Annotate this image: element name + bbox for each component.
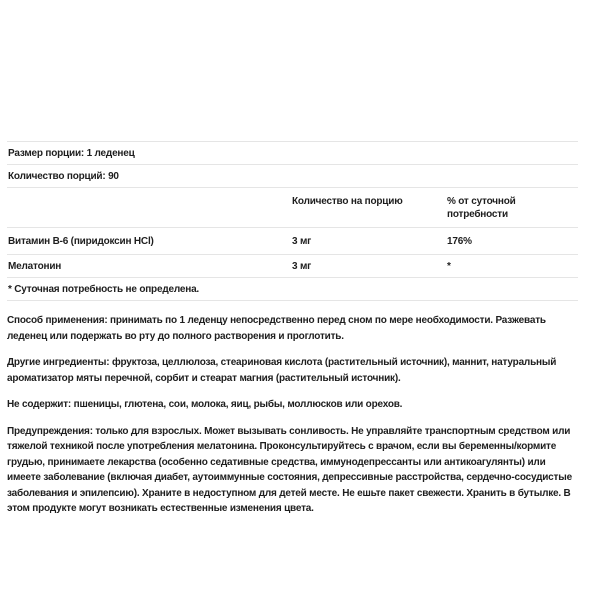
serving-size-row xyxy=(7,142,578,165)
nutrient-row-melatonin xyxy=(7,255,578,278)
allergen-free-paragraph: Не содержит: пшеницы, глютена, сои, молока, яиц, рыбы, моллюсков или орехов. xyxy=(7,399,403,410)
daily-value-footnote-row xyxy=(7,278,578,301)
nutrient-name: Витамин B-6 (пиридоксин HCl) xyxy=(8,236,154,247)
column-header-amount: Количество на порцию xyxy=(292,196,403,207)
nutrient-amount: 3 мг xyxy=(292,236,312,247)
nutrient-name: Мелатонин xyxy=(8,261,62,272)
nutrient-daily-value: 176% xyxy=(447,236,472,247)
column-header-daily-value: % от суточной потребности xyxy=(447,196,516,220)
supplement-facts-panel xyxy=(7,141,578,517)
facts-table xyxy=(7,141,578,301)
table-header-row xyxy=(7,188,578,228)
nutrient-daily-value: * xyxy=(447,261,451,272)
nutrient-amount: 3 мг xyxy=(292,261,312,272)
servings-count-text: Количество порций: 90 xyxy=(8,171,119,182)
nutrient-row-vitamin-b6 xyxy=(7,228,578,255)
other-ingredients-paragraph: Другие ингредиенты: фруктоза, целлюлоза, стеариновая кислота (растительный источник), маннит, натуральный ароматизатор мяты перечной, сорбит и стеарат магния (растительный источник). xyxy=(7,357,557,384)
daily-value-footnote: * Суточная потребность не определена. xyxy=(8,284,200,295)
directions-paragraph: Способ применения: принимать по 1 леденцу непосредственно перед сном по мере необходимости. Разжевать леденец или подержать во рту до полного растворения и проглотить. xyxy=(7,315,546,342)
servings-count-row xyxy=(7,165,578,188)
warnings-paragraph: Предупреждения: только для взрослых. Может вызывать сонливость. Не управляйте транспортным средством или тяжелой техникой после употребления мелатонина. Проконсультируйтесь с врачом, если вы беременны/кормите грудью, принимаете лекарства (особенно седативные средства, иммунодепрессанты или антикоагулянты) или имеете заболевание (включая диабет, аутоиммунные состояния, депрессивные расстройства, сердечно-сосудистые заболевания и эпилепсию). Храните в недоступном для детей месте. Не ешьте пакет свежести. Хранить в бутылке. В этом продукте могут возникать естественные изменения цвета. xyxy=(7,425,572,514)
serving-size-text: Размер порции: 1 леденец xyxy=(8,148,135,159)
